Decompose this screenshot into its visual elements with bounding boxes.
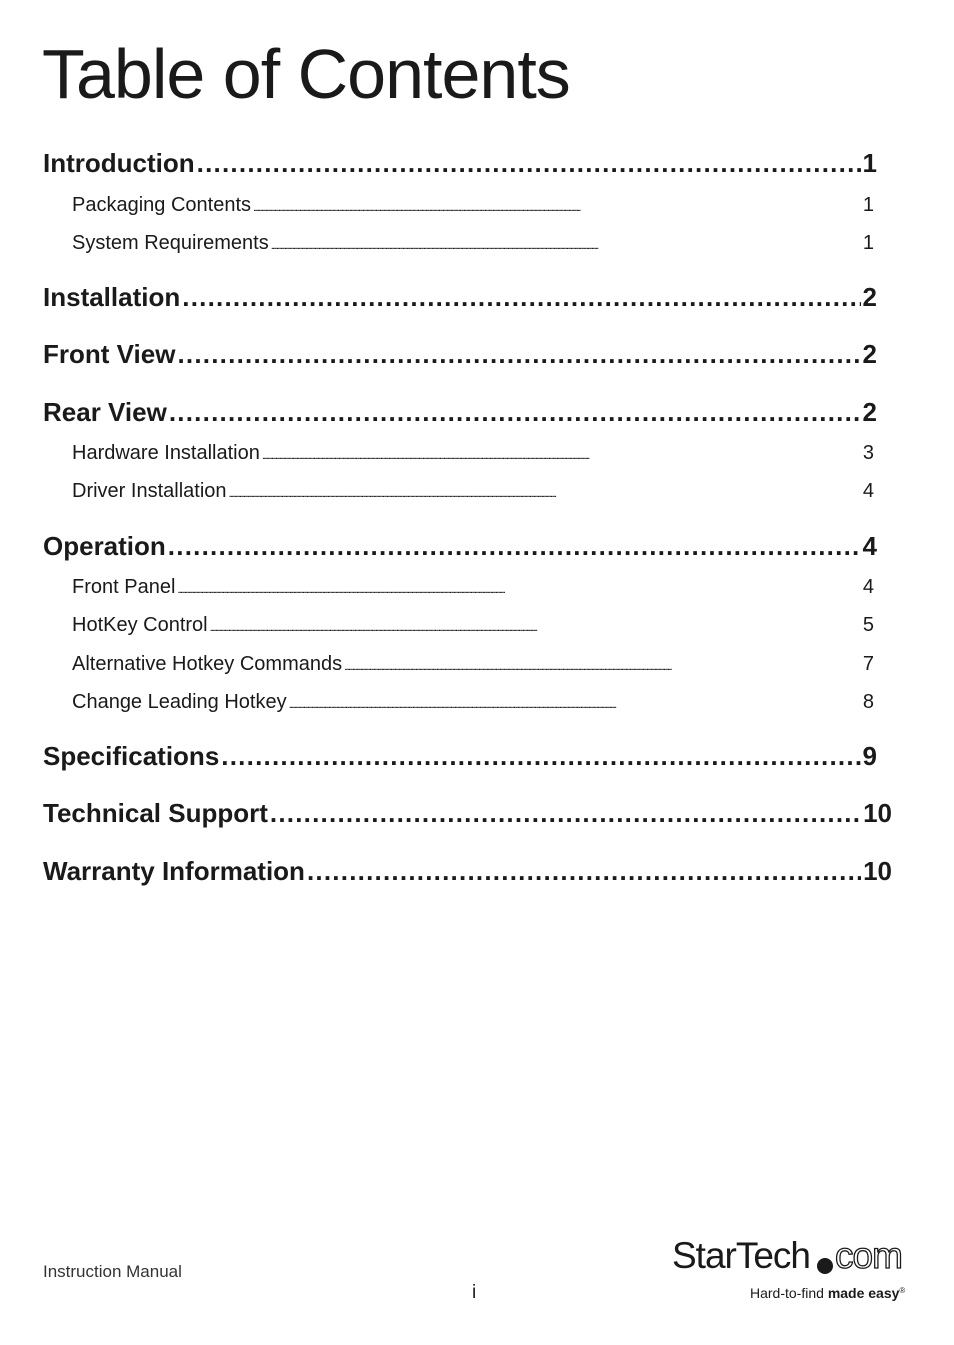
- dot-leader: [177, 584, 860, 596]
- dot-leader: [169, 397, 861, 428]
- toc-label: Technical Support: [43, 798, 268, 828]
- footer-page-number: i: [472, 1282, 477, 1303]
- toc-page: 2: [862, 282, 877, 312]
- dot-leader: [344, 661, 861, 673]
- toc-label: Specifications: [43, 741, 220, 771]
- toc-entry-introduction[interactable]: [43, 148, 877, 182]
- toc-entry-front-view[interactable]: [43, 339, 877, 373]
- toc-entry-technical-support[interactable]: [43, 798, 892, 832]
- footer-document-type: Instruction Manual: [43, 1262, 182, 1281]
- toc-entry-warranty-information[interactable]: [43, 856, 892, 890]
- svg-text:StarTech: StarTech: [672, 1235, 811, 1276]
- dot-leader: [168, 531, 861, 562]
- toc-page: 8: [862, 691, 874, 713]
- toc-page: 2: [862, 339, 877, 369]
- toc-entry-packaging-contents[interactable]: [72, 194, 874, 220]
- toc-page: 1: [862, 232, 874, 254]
- toc-page: 10: [863, 798, 892, 828]
- svg-text:com: com: [835, 1235, 902, 1276]
- toc-label: Hardware Installation: [72, 442, 260, 464]
- svg-text:Hard-to-find made easy®: Hard-to-find made easy®: [750, 1285, 906, 1301]
- toc-label: Rear View: [43, 397, 167, 427]
- toc-label: Front View: [43, 339, 176, 369]
- toc-entry-rear-view[interactable]: [43, 397, 877, 431]
- dot-leader: [177, 339, 860, 370]
- toc-entry-driver-installation[interactable]: [72, 480, 874, 506]
- toc-page: 5: [862, 614, 874, 636]
- toc-label: Installation: [43, 282, 181, 312]
- dot-leader: [253, 202, 861, 214]
- toc-label: Packaging Contents: [72, 194, 252, 216]
- toc-label: Front Panel: [72, 576, 176, 598]
- startech-logo: [670, 1230, 915, 1310]
- toc-entry-system-requirements[interactable]: [72, 232, 874, 258]
- page-title: Table of Contents: [42, 35, 570, 113]
- dot-leader: [307, 856, 861, 887]
- dot-leader: [182, 282, 860, 313]
- toc-entry-installation[interactable]: [43, 282, 877, 316]
- dot-leader: [197, 148, 861, 179]
- toc-page: 3: [862, 442, 874, 464]
- toc-page: 1: [862, 148, 877, 178]
- toc-label: System Requirements: [72, 232, 269, 254]
- toc-page: 7: [862, 653, 874, 675]
- toc-entry-operation[interactable]: [43, 531, 877, 565]
- toc-entry-specifications[interactable]: [43, 741, 877, 775]
- toc-entry-change-leading-hotkey[interactable]: [72, 691, 874, 717]
- toc-page: 9: [862, 741, 877, 771]
- toc-label: Operation: [43, 531, 166, 561]
- dot-leader: [271, 240, 861, 252]
- dot-leader: [229, 488, 861, 500]
- toc-entry-alternative-hotkey-commands[interactable]: [72, 653, 874, 679]
- toc-label: Driver Installation: [72, 480, 227, 502]
- toc-page: 4: [862, 480, 874, 502]
- logo-dot-icon: [817, 1258, 833, 1274]
- dot-leader: [270, 798, 861, 829]
- dot-leader: [210, 622, 861, 634]
- toc-entry-front-panel[interactable]: [72, 576, 874, 602]
- toc-entry-hardware-installation[interactable]: [72, 442, 874, 468]
- dot-leader: [262, 450, 861, 462]
- toc-label: Change Leading Hotkey: [72, 691, 287, 713]
- toc-page: 2: [862, 397, 877, 427]
- dot-leader: [289, 699, 861, 711]
- toc-page: 4: [862, 576, 874, 598]
- toc-label: HotKey Control: [72, 614, 208, 636]
- toc-page: 10: [863, 856, 892, 886]
- toc-label: Alternative Hotkey Commands: [72, 653, 343, 675]
- toc-page: 4: [862, 531, 877, 561]
- toc-label: Warranty Information: [43, 856, 305, 886]
- toc-entry-hotkey-control[interactable]: [72, 614, 874, 640]
- dot-leader: [221, 741, 860, 772]
- toc-page: 1: [862, 194, 874, 216]
- toc-label: Introduction: [43, 148, 195, 178]
